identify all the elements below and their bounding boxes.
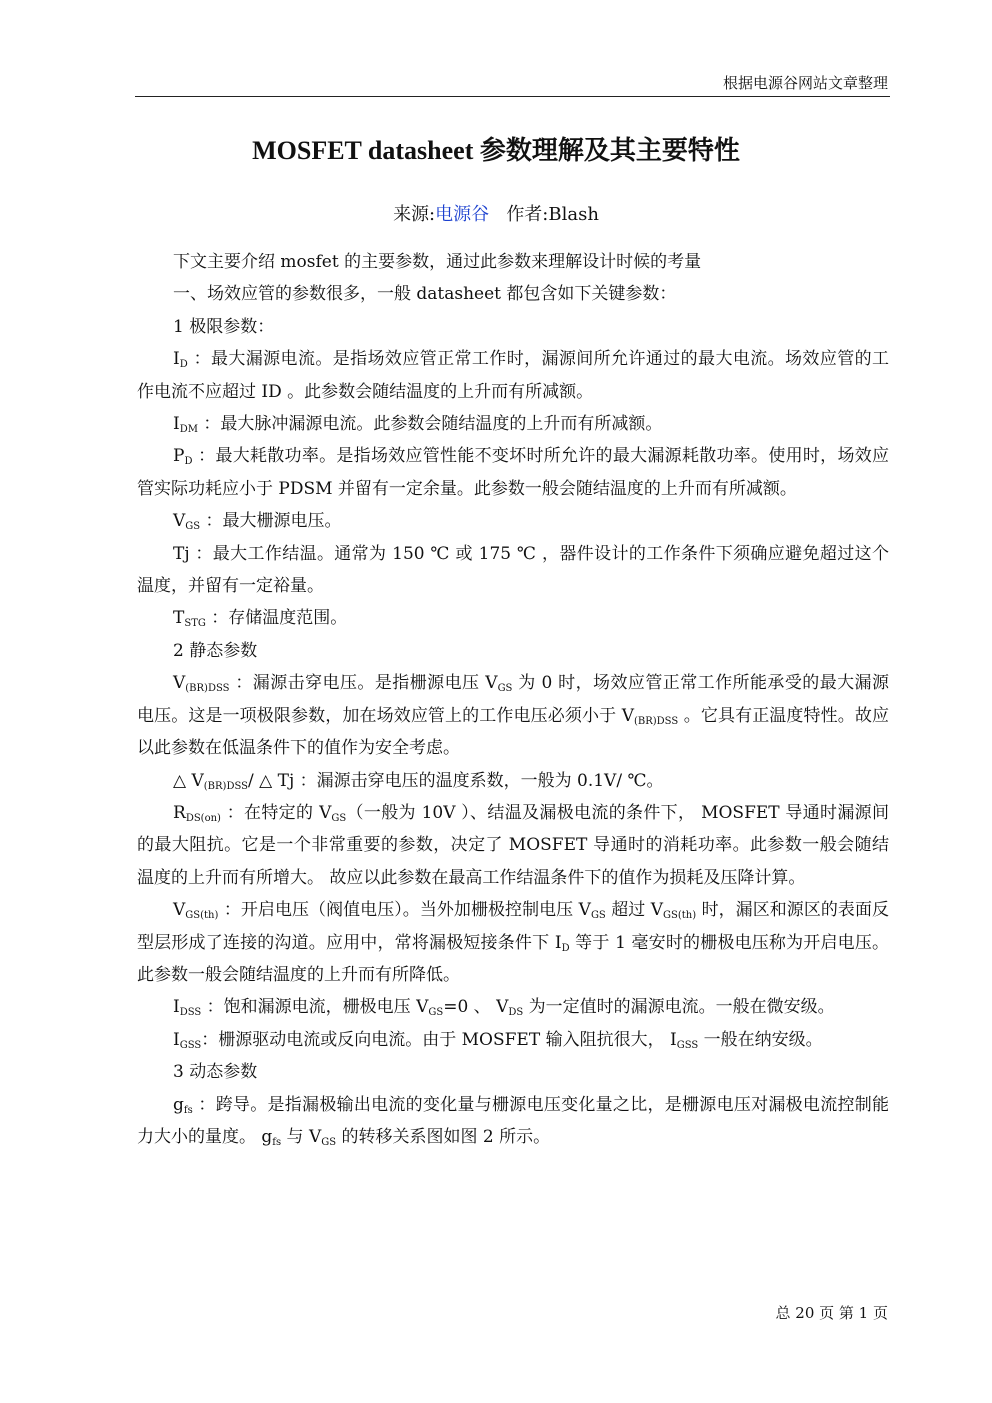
subsection-static-params: 2 静态参数: [173, 640, 258, 661]
subsection-dynamic-params: 3 动态参数: [173, 1062, 258, 1083]
param-pd: $P_D$ ：最大耗散功率。是指场效应管性能不变坏时所允许的最大漏源耗散功率。使用时，场效应管实际功耗应小于 PDSM 并留有一定余量。此参数一般会随结温度的上升而有所减额。: [137, 446, 890, 499]
param-tj: Tj ：最大工作结温。通常为 150 ℃ 或 175 ℃ ，器件设计的工作条件下须确应避免超过这个温度，并留有一定裕量。: [137, 543, 889, 597]
source-line: [0, 200, 992, 226]
author-label: 作者:: [506, 204, 549, 225]
subsection-limit-params: 1 极限参数：: [173, 316, 275, 337]
page-title: MOSFET datasheet 参数理解及其主要特性: [252, 136, 740, 165]
param-tstg: $T_{STG}$ ：存储温度范围。: [173, 608, 348, 630]
article-body: [137, 246, 889, 1153]
param-vbrdss: $V_{(BR)DSS}$ ：漏源击穿电压。是指栅源电压 $V_{GS}$ 为 0 时，场效应管正常工作所能承受的最大漏源电压。这是一项极限参数，加在场效应管上的工作电压必须小于 $V_{(BR)DSS}$ 。它具有正温度特性。故应以此参数在低温条件下的值作为安全考虑。: [137, 673, 889, 759]
param-idss: $I_{DSS}$ ：饱和漏源电流，栅极电压 $V_{GS}=0$ 、 $V_{DS}$ 为一定值时的漏源电流。一般在微安级。: [173, 997, 835, 1019]
intro-paragraph: 下文主要介绍 mosfet 的主要参数，通过此参数来理解设计时候的考量: [173, 252, 702, 272]
param-gfs: $g_{fs}$ ：跨导。是指漏极输出电流的变化量与栅源电压变化量之比，是栅源电压对漏极电流控制能力大小的量度。 $g_{fs}$ 与 $V_{GS}$ 的转移关系图如图 2 所示。: [137, 1094, 890, 1148]
author-name: Blash: [548, 204, 599, 225]
header-divider: [135, 96, 890, 97]
param-igss: $I_{GSS}$：栅源驱动电流或反向电流。由于 MOSFET 输入阻抗很大， $I_{GSS}$ 一般在纳安级。: [173, 1029, 823, 1051]
param-id: $I_D$ ：最大漏源电流。是指场效应管正常工作时，漏源间所允许通过的最大电流。场效应管的工作电流不应超过 ID 。此参数会随结温度的上升而有所减额。: [137, 349, 890, 402]
header-note: 根据电源谷网站文章整理: [722, 74, 888, 92]
param-vgs: $V_{GS}$ ：最大栅源电压。: [173, 511, 342, 533]
param-idm: $I_{DM}$ ：最大脉冲漏源电流。此参数会随结温度的上升而有所减额。: [173, 414, 663, 436]
param-temp-coefficient: △ $V_{(BR)DSS}/$ △ Tj ：漏源击穿电压的温度系数，一般为 0.1V/ ℃。: [173, 770, 664, 792]
section-heading-1: 一、场效应管的参数很多，一般 datasheet 都包含如下关键参数：: [173, 284, 677, 305]
page-footer: 总 20 页 第 1 页: [775, 1304, 888, 1322]
param-rdson: $R_{DS(on)}$ ：在特定的 $V_{GS}$（一般为 10V ）、结温及漏极电流的条件下， MOSFET 导通时漏源间的最大阻抗。它是一个非常重要的参数，决定了 MOSFET 导通时的消耗功率。此参数一般会随结温度的上升而有所增大。 故应以此参数在最高工作结温条件下的值作为损耗及压降计算。: [137, 802, 889, 888]
source-label: 来源:: [393, 204, 436, 225]
source-site-link[interactable]: 电源谷: [435, 204, 490, 225]
param-vgsth: $V_{GS(th)}$ ：开启电压（阀值电压）。当外加栅极控制电压 $V_{GS}$ 超过 $V_{GS(th)}$ 时，漏区和源区的表面反型层形成了连接的沟道。应用中，常将漏极短接条件下 $I_D$ 等于 1 毫安时的栅极电压称为开启电压。此参数一般会随结温度的上升而有所降低。: [137, 900, 889, 985]
